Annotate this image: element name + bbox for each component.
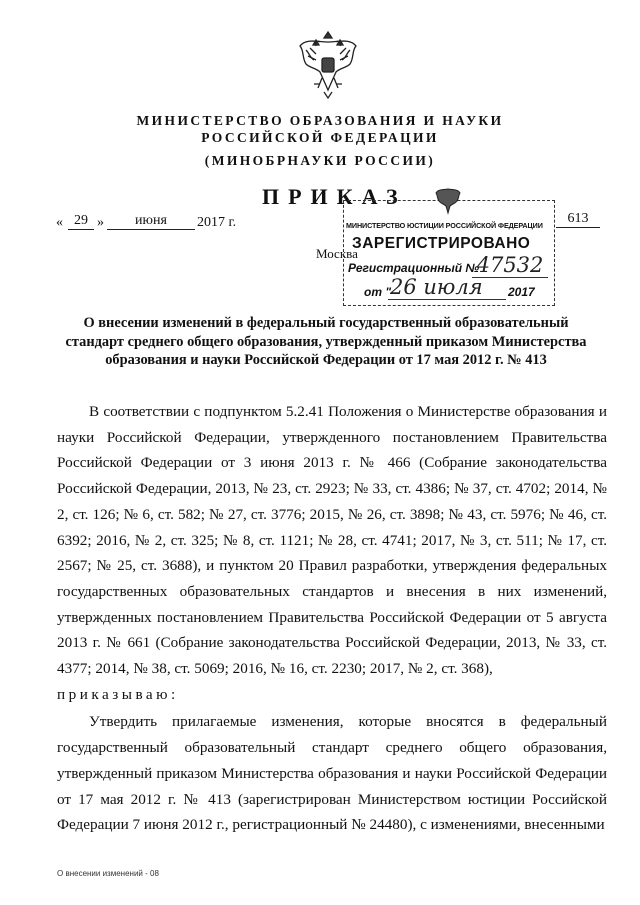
city: Москва [316,246,358,261]
footer-filename: О внесении изменений - 08 [57,869,159,878]
stamp-year: 2017 [508,285,535,299]
date-year: 2017 г. [197,215,237,230]
order-word: приказываю: [57,685,179,703]
stamp-date-underline [388,299,506,300]
body-text [57,399,607,838]
stamp-date-handwritten: 26 июля [390,275,483,299]
stamp-registered: ЗАРЕГИСТРИРОВАНО [352,235,531,252]
stamp-emblem-icon [434,187,462,217]
ministry-short-name: (МИНОБРНАУКИ РОССИИ) [204,153,436,168]
paragraph-approve: Утвердить прилагаемые изменения, которые вносятся в федеральный государственный образовательный стандарт среднего общего образования, утвержденный приказом Министерства образования и науки Российской Федерации от 17 мая 2012 г. № 413 (зарегистрирован Министерством юстиции Российской Федерации 7 июня 2012 г., регистрационный № 24480), с изменениями, внесенными [57,713,607,834]
stamp-organization: МИНИСТЕРСТВО ЮСТИЦИИ РОССИЙСКОЙ ФЕДЕРАЦИИ [346,221,543,230]
document-type: ПРИКАЗ [262,184,407,209]
date-month: июня [107,213,195,230]
stamp-reg-label: Регистрационный № [348,261,480,275]
ministry-name-line2: РОССИЙСКОЙ ФЕДЕРАЦИИ [201,130,439,145]
stamp-date-prefix: от " [364,285,392,299]
registration-stamp [343,200,555,306]
date-open-quote: « [56,215,63,230]
ministry-name-line1: МИНИСТЕРСТВО ОБРАЗОВАНИЯ И НАУКИ [136,113,504,128]
document-title: О внесении изменений в федеральный государственный образовательный стандарт среднего общего образования, утвержденный приказом Министерства образования и науки Российской Федерации от 17 мая 2012 г. № 413 [65,315,587,368]
stamp-reg-number: 47532 [472,253,548,278]
date-close-quote: » [97,215,104,230]
date-day: 29 [68,213,94,230]
paragraph-basis: В соответствии с подпунктом 5.2.41 Положения о Министерстве образования и науки Российской Федерации, утвержденного постановлением Правительства Российской Федерации от 3 июня 2013 г. № 466 (Собрание законодательства Российской Федерации, 2013, № 23, ст. 2923; № 33, ст. 4386; № 37, ст. 4702; 2014, № 2, ст. 126; № 6, ст. 582; № 27, ст. 3776; 2015, № 26, ст. 3898; № 43, ст. 5976; № 46, ст. 6392; 2016, № 2, ст. 325; № 8, ст. 1121; № 28, ст. 4741; 2017, № 3, ст. 511; № 17, ст. 2567; № 25, ст. 3688), и пунктом 20 Правил разработки, утверждения федеральных государственных образовательных стандартов и внесения в них изменений, утвержденных постановлением Правительства Российской Федерации от 5 августа 2013 г. № 661 (Собрание законодательства Российской Федерации, 2013, № 33, ст. 4377; 2014, № 38, ст. 5069; 2016, № 16, ст. 2230; 2017, № 2, ст. 368), [57,403,607,678]
order-number: 613 [556,211,600,228]
coat-of-arms-emblem [296,28,360,100]
